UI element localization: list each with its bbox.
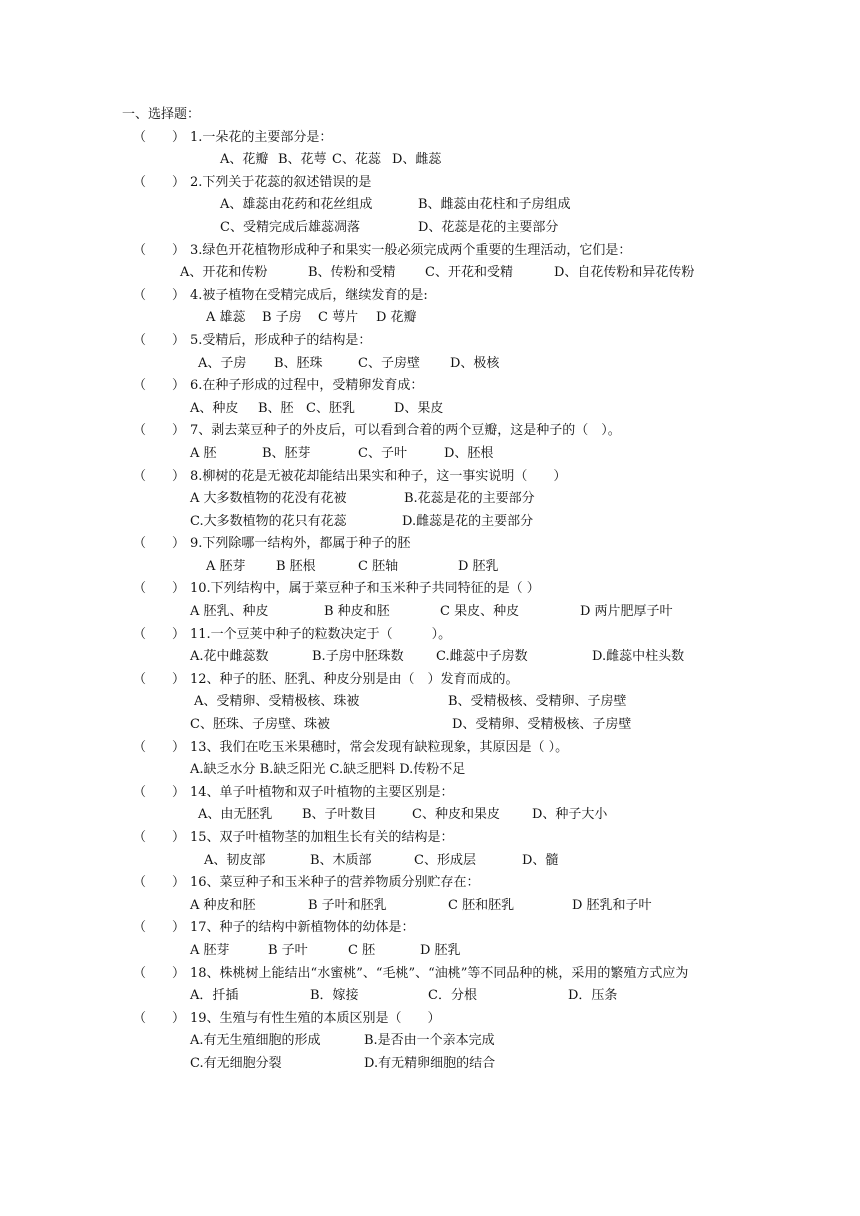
option: C 萼片 (318, 310, 359, 326)
answer-blank: （ ） (133, 242, 186, 258)
option: B.是否由一个亲本完成 (364, 1033, 495, 1049)
question-8-options (0, 488, 860, 511)
option: C．分根 (428, 988, 477, 1004)
option: C、胚珠、子房壁、珠被 (190, 717, 330, 733)
question-11-options (0, 646, 860, 669)
option: D、花蕊是花的主要部分 (418, 219, 559, 235)
answer-blank: （ ） (133, 830, 186, 845)
option: B．嫁接 (310, 988, 359, 1004)
option: D、受精卵、受精极核、子房壁 (452, 717, 632, 733)
question-15-options (0, 850, 860, 873)
option: B、受精极核、受精卵、子房壁 (448, 694, 627, 710)
question-16-stem (0, 872, 860, 895)
option: C.雌蕊中子房数 (436, 649, 528, 665)
question-10-stem (0, 578, 860, 601)
answer-blank: （ ） (133, 468, 186, 484)
section-title: 一、选择题： (122, 107, 201, 122)
option: A、种皮 (190, 400, 239, 416)
option: B 种皮和胚 (324, 604, 390, 620)
option: B、木质部 (310, 852, 372, 868)
question-text: 18、株桃树上能结出“水蜜桃”、“毛桃”、“油桃”等不同品种的桃，采用的繁殖方式应为 (190, 965, 689, 981)
question-11-stem (0, 624, 860, 647)
question-5-stem (0, 330, 860, 353)
option: B、胚 (258, 400, 294, 416)
option: C.有无细胞分裂 (190, 1055, 282, 1071)
question-text: 5.受精后，形成种子的结构是： (190, 332, 372, 348)
answer-blank: （ ） (133, 332, 186, 348)
question-text: 6.在种子形成的过程中，受精卵发育成： (190, 378, 424, 394)
question-14-stem (0, 782, 860, 805)
option: D、种子大小 (532, 807, 608, 823)
answer-blank: （ ） (133, 626, 186, 642)
option: D 胚乳 (420, 942, 461, 958)
answer-blank: （ ） (133, 287, 186, 303)
option: C、花蕊 (332, 152, 381, 168)
question-5-options (0, 353, 860, 376)
question-2-options (0, 194, 860, 217)
option: B、胚珠 (274, 355, 323, 371)
option: A．扦插 (190, 988, 239, 1004)
question-1-stem (0, 127, 860, 150)
option: D 胚乳和子叶 (572, 897, 652, 913)
option: C 胚 (348, 942, 376, 958)
question-12-options (0, 691, 860, 714)
option: B、胚芽 (262, 445, 311, 461)
question-2-options (0, 217, 860, 240)
answer-blank: （ ） (133, 965, 186, 981)
option: B、传粉和受精 (308, 265, 396, 281)
answer-blank: （ ） (133, 1010, 186, 1026)
question-17-options (0, 940, 860, 963)
question-9-stem (0, 533, 860, 556)
option: A、韧皮部 (204, 852, 266, 868)
option: B、子叶数目 (302, 807, 377, 823)
option: A、花瓣 (220, 152, 269, 168)
option: D、髓 (522, 852, 559, 868)
question-text: 4.被子植物在受精完成后，继续发育的是: (190, 287, 428, 303)
option: D、极核 (450, 355, 500, 371)
question-18-stem (0, 963, 860, 986)
option: B 子叶 (268, 942, 308, 958)
option: C.大多数植物的花只有花蕊 (190, 513, 347, 529)
option: C 果皮、种皮 (440, 604, 520, 620)
question-6-options (0, 398, 860, 421)
option: B 胚根 (276, 558, 316, 574)
option: C 胚和胚乳 (448, 897, 515, 913)
option: A.有无生殖细胞的形成 (190, 1033, 321, 1049)
option: D、自花传粉和异花传粉 (554, 265, 695, 281)
question-text: 2.下列关于花蕊的叙述错误的是 (190, 174, 372, 190)
option: A 雄蕊 (206, 310, 246, 326)
option: B、花萼 (278, 152, 327, 168)
question-text: 1.一朵花的主要部分是： (190, 129, 333, 145)
option: C、胚乳 (306, 400, 355, 416)
option: A.缺乏水分 B.缺乏阳光 C.缺乏肥料 D.传粉不足 (190, 762, 466, 778)
question-15-stem (0, 827, 860, 850)
question-1-options (0, 149, 860, 172)
option: D 两片肥厚子叶 (580, 604, 673, 620)
question-text: 12、种子的胚、胚乳、种皮分别是由（ ）发育而成的。 (190, 671, 519, 687)
answer-blank: （ ） (133, 739, 186, 755)
option: A 胚 (190, 445, 217, 461)
answer-blank: （ ） (133, 423, 186, 439)
question-2-stem (0, 172, 860, 195)
question-text: 15、双子叶植物茎的加粗生长有关的结构是： (190, 830, 454, 845)
answer-blank: （ ） (133, 875, 186, 891)
option: A、受精卵、受精极核、珠被 (194, 694, 360, 710)
option: D、果皮 (394, 400, 444, 416)
option: A 大多数植物的花没有花被 (190, 491, 347, 507)
question-text: 10.下列结构中，属于菜豆种子和玉米种子共同特征的是（ ） (190, 581, 540, 597)
question-16-options (0, 895, 860, 918)
option: A、开花和传粉 (180, 265, 268, 281)
question-text: 7、剥去菜豆种子的外皮后，可以看到合着的两个豆瓣，这是种子的（ ）。 (190, 423, 621, 439)
answer-blank: （ ） (133, 581, 186, 597)
option: C、形成层 (414, 852, 476, 868)
option: A、子房 (198, 355, 247, 371)
option: D.有无精卵细胞的结合 (364, 1055, 496, 1071)
answer-blank: （ ） (133, 920, 186, 936)
question-text: 14、单子叶植物和双子叶植物的主要区别是： (190, 784, 454, 800)
answer-blank: （ ） (133, 536, 186, 552)
answer-blank: （ ） (133, 378, 186, 394)
question-3-stem (0, 240, 860, 263)
question-3-options (0, 262, 860, 285)
option: C、子房壁 (358, 355, 420, 371)
question-19-options (0, 1030, 860, 1053)
question-19-stem (0, 1008, 860, 1031)
answer-blank: （ ） (133, 174, 186, 190)
option: D、雌蕊 (392, 152, 442, 168)
option: C、子叶 (358, 445, 407, 461)
option: D 胚乳 (458, 558, 499, 574)
option: C、受精完成后雄蕊凋落 (220, 219, 360, 235)
answer-blank: （ ） (133, 671, 186, 687)
question-6-stem (0, 375, 860, 398)
question-text: 8.柳树的花是无被花却能结出果实和种子，这一事实说明（ ） (190, 468, 567, 484)
question-18-options (0, 985, 860, 1008)
option: D 花瓣 (376, 310, 417, 326)
option: B 子叶和胚乳 (308, 897, 387, 913)
answer-blank: （ ） (133, 129, 186, 145)
question-text: 9.下列除哪一结构外，都属于种子的胚 (190, 536, 411, 552)
option: D.雌蕊是花的主要部分 (402, 513, 534, 529)
option: A、雄蕊由花药和花丝组成 (220, 197, 373, 213)
question-9-options (0, 556, 860, 579)
option: A、由无胚乳 (198, 807, 273, 823)
question-text: 3.绿色开花植物形成种子和果实一般必须完成两个重要的生理活动，它们是： (190, 242, 632, 258)
question-7-stem (0, 420, 860, 443)
option: C、种皮和果皮 (412, 807, 500, 823)
question-13-stem (0, 737, 860, 760)
question-7-options (0, 443, 860, 466)
question-12-options (0, 714, 860, 737)
question-19-options (0, 1053, 860, 1076)
question-text: 13、我们在吃玉米果穗时，常会发现有缺粒现象，其原因是（ ）。 (190, 739, 569, 755)
option: B.花蕊是花的主要部分 (404, 491, 535, 507)
option: A 种皮和胚 (190, 897, 256, 913)
option: B、雌蕊由花柱和子房组成 (418, 197, 571, 213)
question-8-options (0, 511, 860, 534)
worksheet (0, 104, 860, 1076)
option: C、开花和受精 (425, 265, 513, 281)
question-4-options (0, 307, 860, 330)
option: A 胚芽 (206, 558, 246, 574)
question-text: 11.一个豆荚中种子的粒数决定于（ ）。 (190, 626, 452, 642)
question-14-options (0, 804, 860, 827)
question-4-stem (0, 285, 860, 308)
question-13-options (0, 759, 860, 782)
option: C 胚轴 (358, 558, 399, 574)
question-12-stem (0, 669, 860, 692)
option: B 子房 (262, 310, 302, 326)
option: D、胚根 (444, 445, 494, 461)
question-8-stem (0, 466, 860, 489)
option: D．压条 (568, 988, 618, 1004)
option: A 胚乳、种皮 (190, 604, 269, 620)
option: D.雌蕊中柱头数 (592, 649, 685, 665)
question-list (0, 127, 860, 1076)
question-10-options (0, 601, 860, 624)
question-text: 17、种子的结构中新植物体的幼体是： (190, 920, 415, 936)
question-17-stem (0, 917, 860, 940)
option: B.子房中胚珠数 (312, 649, 404, 665)
option: A 胚芽 (190, 942, 230, 958)
question-text: 16、菜豆种子和玉米种子的营养物质分别贮存在： (190, 875, 480, 891)
question-text: 19、生殖与有性生殖的本质区别是（ ） (190, 1010, 441, 1026)
option: A.花中雌蕊数 (190, 649, 269, 665)
answer-blank: （ ） (133, 784, 186, 800)
